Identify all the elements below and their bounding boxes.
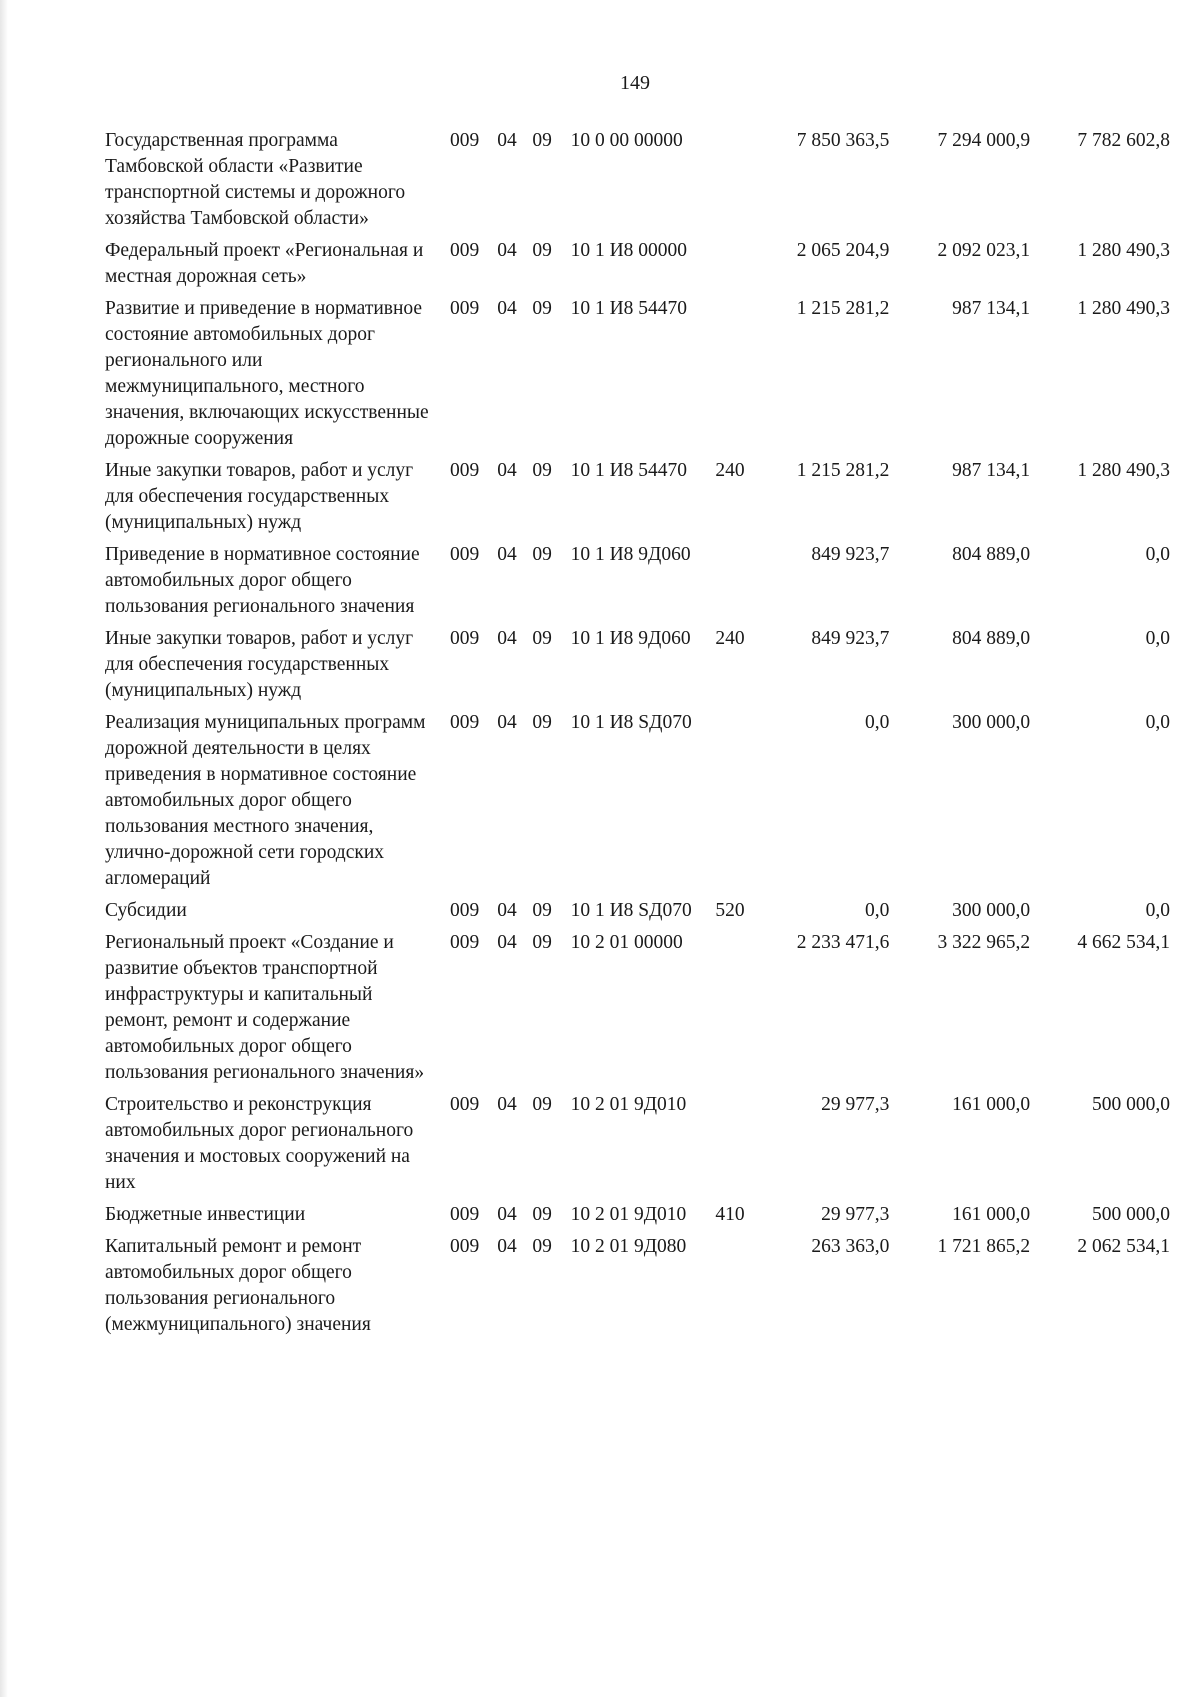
table-row [105,710,1170,898]
amount-year-3: 4 662 534,1 [1077,932,1170,953]
table-row [105,1092,1170,1202]
amount-year-1: 29 977,3 [821,1204,890,1225]
amount-year-3: 2 062 534,1 [1077,1236,1170,1257]
target-article-code: 10 1 И8 9Д060 [570,628,691,649]
ministry-code: 009 [449,1236,480,1257]
expense-type-code: 410 [715,1204,745,1225]
subsection-code: 09 [532,130,552,151]
table-row [105,626,1170,710]
ministry-code: 009 [449,240,480,261]
amount-year-3: 500 000,0 [1092,1204,1170,1225]
subsection-code: 09 [532,932,552,953]
subsection-code: 09 [532,1236,552,1257]
row-name: Бюджетные инвестиции [105,1204,306,1225]
amount-year-3: 7 782 602,8 [1077,130,1170,151]
target-article-code: 10 2 01 9Д010 [570,1204,687,1225]
ministry-code: 009 [449,130,480,151]
section-code: 04 [497,460,517,481]
subsection-code: 09 [532,628,552,649]
target-article-code: 10 1 И8 9Д060 [570,544,691,565]
expense-type-code [715,296,755,458]
amount-year-2: 161 000,0 [952,1204,1031,1225]
ministry-code: 009 [449,1204,480,1225]
amount-year-2: 2 092 023,1 [937,240,1031,261]
expense-type-code [715,710,755,898]
amount-year-2: 987 134,1 [952,460,1031,481]
table-row [105,458,1170,542]
table-row [105,1234,1170,1344]
amount-year-2: 7 294 000,9 [937,130,1031,151]
expense-type-code [715,930,755,1092]
amount-year-1: 29 977,3 [821,1094,890,1115]
ministry-code: 009 [449,628,480,649]
target-article-code: 10 1 И8 54470 [570,460,688,481]
amount-year-2: 804 889,0 [952,544,1031,565]
target-article-code: 10 2 01 00000 [570,932,683,953]
table-row [105,898,1170,930]
target-article-code: 10 2 01 9Д080 [570,1236,687,1257]
amount-year-1: 0,0 [865,712,890,733]
subsection-code: 09 [532,298,552,319]
section-code: 04 [497,712,517,733]
page-number: 149 [620,72,650,94]
section-code: 04 [497,1204,517,1225]
ministry-code: 009 [449,712,480,733]
expense-type-code [715,542,755,626]
amount-year-2: 987 134,1 [952,298,1031,319]
amount-year-2: 161 000,0 [952,1094,1031,1115]
section-code: 04 [497,240,517,261]
ministry-code: 009 [449,544,480,565]
budget-table [105,128,1170,1344]
amount-year-1: 1 215 281,2 [796,460,890,481]
amount-year-3: 0,0 [1145,628,1170,649]
amount-year-1: 849 923,7 [811,544,890,565]
amount-year-1: 2 233 471,6 [796,932,890,953]
section-code: 04 [497,900,517,921]
amount-year-1: 0,0 [865,900,890,921]
expense-type-code [715,238,755,296]
target-article-code: 10 1 И8 SД070 [570,712,692,733]
expense-type-code [715,128,755,238]
table-row [105,542,1170,626]
amount-year-1: 2 065 204,9 [796,240,890,261]
subsection-code: 09 [532,460,552,481]
amount-year-3: 0,0 [1145,544,1170,565]
section-code: 04 [497,1236,517,1257]
amount-year-2: 3 322 965,2 [937,932,1031,953]
row-name: Иные закупки товаров, работ и услуг для обеспечения государственных (муниципальных) нужд [105,628,414,701]
subsection-code: 09 [532,240,552,261]
amount-year-1: 263 363,0 [811,1236,890,1257]
row-name: Строительство и реконструкция автомобильных дорог регионального значения и мостовых сооружений на них [105,1094,414,1193]
expense-type-code: 240 [715,628,745,649]
ministry-code: 009 [449,932,480,953]
subsection-code: 09 [532,712,552,733]
amount-year-1: 1 215 281,2 [796,298,890,319]
amount-year-3: 1 280 490,3 [1077,298,1170,319]
target-article-code: 10 1 И8 SД070 [570,900,692,921]
scan-edge-shadow [0,0,8,1697]
amount-year-2: 1 721 865,2 [937,1236,1031,1257]
expense-type-code: 520 [715,900,745,921]
section-code: 04 [497,1094,517,1115]
table-body [105,128,1170,1344]
subsection-code: 09 [532,1094,552,1115]
section-code: 04 [497,544,517,565]
row-name: Региональный проект «Создание и развитие объектов транспортной инфраструктуры и капитальный ремонт, ремонт и содержание автомобильных дорог общего пользования регионального значения» [105,932,425,1083]
table-row [105,930,1170,1092]
target-article-code: 10 2 01 9Д010 [570,1094,687,1115]
row-name: Приведение в нормативное состояние автомобильных дорог общего пользования регионального значения [105,544,420,617]
table-row [105,238,1170,296]
subsection-code: 09 [532,900,552,921]
subsection-code: 09 [532,544,552,565]
amount-year-2: 804 889,0 [952,628,1031,649]
amount-year-3: 0,0 [1145,712,1170,733]
target-article-code: 10 1 И8 54470 [570,298,688,319]
ministry-code: 009 [449,460,480,481]
row-name: Субсидии [105,900,187,921]
section-code: 04 [497,298,517,319]
row-name: Федеральный проект «Региональная и местная дорожная сеть» [105,240,424,287]
amount-year-3: 500 000,0 [1092,1094,1170,1115]
table-row [105,1202,1170,1234]
row-name: Реализация муниципальных программ дорожной деятельности в целях приведения в нормативное состояние автомобильных дорог общего пользования местного значения, улично-дорожной сети городских агломераций [105,712,426,889]
target-article-code: 10 0 00 00000 [570,130,683,151]
expense-type-code: 240 [715,460,745,481]
amount-year-3: 1 280 490,3 [1077,240,1170,261]
subsection-code: 09 [532,1204,552,1225]
target-article-code: 10 1 И8 00000 [570,240,688,261]
amount-year-1: 849 923,7 [811,628,890,649]
amount-year-3: 0,0 [1145,900,1170,921]
row-name: Капитальный ремонт и ремонт автомобильных дорог общего пользования регионального (межмуниципального) значения [105,1236,371,1335]
ministry-code: 009 [449,1094,480,1115]
amount-year-2: 300 000,0 [952,900,1031,921]
ministry-code: 009 [449,900,480,921]
row-name: Государственная программа Тамбовской области «Развитие транспортной системы и дорожного хозяйства Тамбовской области» [105,130,406,229]
table-row [105,296,1170,458]
section-code: 04 [497,932,517,953]
amount-year-1: 7 850 363,5 [796,130,890,151]
row-name: Иные закупки товаров, работ и услуг для обеспечения государственных (муниципальных) нужд [105,460,414,533]
row-name: Развитие и приведение в нормативное состояние автомобильных дорог регионального или межмуниципального, местного значения, включающих искусственные дорожные сооружения [105,298,429,449]
table-row [105,128,1170,238]
ministry-code: 009 [449,298,480,319]
section-code: 04 [497,628,517,649]
section-code: 04 [497,130,517,151]
expense-type-code [715,1092,755,1202]
amount-year-2: 300 000,0 [952,712,1031,733]
expense-type-code [715,1234,755,1344]
amount-year-3: 1 280 490,3 [1077,460,1170,481]
